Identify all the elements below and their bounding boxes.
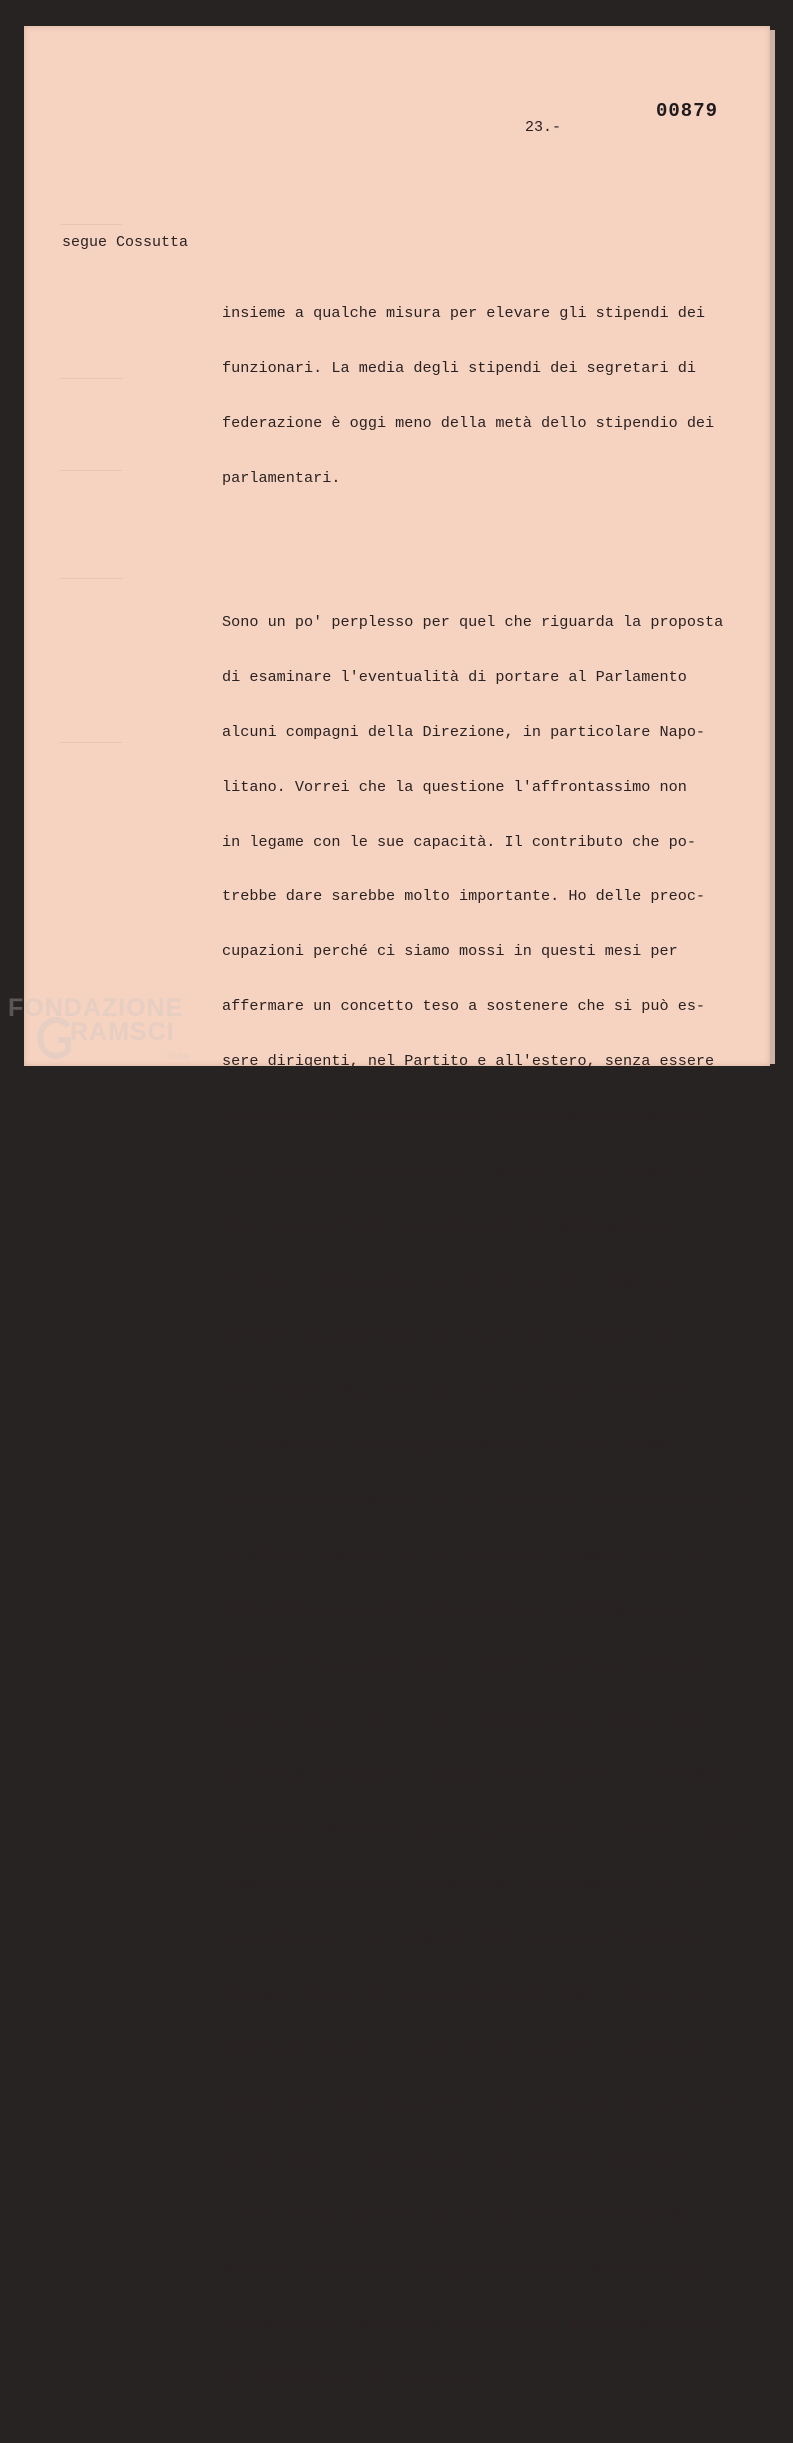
page-number: 23.-	[525, 119, 562, 136]
text-line: alcuni compagni della Direzione, in particolare Napo-	[222, 722, 706, 741]
text-line: o entrano sono i dirigenti più affermati; e forse da questo	[222, 1820, 760, 1839]
text-line: soltanto una questione di lavoro, pur se questa va	[222, 1326, 678, 1345]
bleed-through-mark	[60, 212, 122, 227]
watermark-sub: Onlus	[168, 1052, 189, 1061]
bleed-through-mark	[60, 366, 122, 381]
text-line: lamentari. Prendo un caso per me delicato : è indispen-	[222, 2040, 724, 2059]
text-line: Napolitano era un po' emblematico per affermare quel	[222, 1600, 696, 1619]
text-line: l'età, un dirigente di valore pur non essendo parla-	[222, 2204, 696, 2223]
watermark-line2: RAMSCI	[70, 1018, 175, 1046]
text-line: ceppo se ne dovevano trovare uno o due che non si ri-	[222, 1875, 706, 1894]
text-line: La sua figura è bellissima, e può essere, anche per	[222, 2149, 687, 2168]
watermark-line1: FONDAZIONE	[8, 994, 184, 1022]
bleed-through-mark	[60, 730, 122, 745]
text-line: litano. Vorrei che la questione l'affrontassimo non	[222, 777, 687, 796]
text-line: incompatibilità con il lavoro pratico); vedo i pregi della	[222, 1491, 751, 1510]
archive-number: 00879	[656, 100, 719, 122]
text-line: gni della Direzione. I compagni che vengono riconfermati	[222, 1765, 733, 1784]
page-edge	[770, 30, 775, 1064]
text-line: trebbe dare sarebbe molto importante. Ho delle preoc-	[222, 887, 706, 906]
text-line: sabile ad esempio giungere a una rielezione di Giuliano?	[222, 2094, 733, 2113]
text-line: diverso, magari con la non rielezione di alcuni compa-	[222, 1710, 715, 1729]
text-line: spiegare che si può essere dirigenti senza essere par-	[222, 1985, 715, 2004]
bleed-through-mark	[60, 458, 122, 473]
text-line: vista (certo dal punto di vista politico l'elezione	[222, 1381, 687, 1400]
text-line: parlamentari.	[222, 468, 341, 487]
text-line: di esaminare l'eventualità di portare al Parlamento	[222, 667, 687, 686]
text-line: vare una corrispondenza nelle nostre scelte. Non c'è	[222, 1161, 696, 1180]
text-line: affermare un concetto teso a sostenere che si può es-	[222, 997, 706, 1016]
text-line: parlamentari. Questo concetto rischia poi di non tro-	[222, 1106, 706, 1125]
text-line: dei segretari regionali sarebbe utile, ma c'è una	[222, 1436, 669, 1455]
text-line: soluzione proposta, ma lo svantaggio è che il nome di	[222, 1546, 706, 1565]
text-line: solo una questione di equilibrio tra parlamentari e	[222, 1216, 687, 1235]
paragraph-1	[222, 268, 767, 524]
bleed-through-mark	[60, 566, 122, 581]
fondazione-gramsci-watermark	[8, 994, 198, 1074]
text-line: in legame con le sue capacità. Il contributo che po-	[222, 832, 696, 851]
text-line: no, tra i membri della Direzione, e non è nemmeno	[222, 1271, 669, 1290]
document-body	[222, 231, 767, 2443]
text-line: la difenderei e la sosterrei.	[222, 2369, 487, 2388]
text-line: federazione è oggi meno della metà dello stipendio dei	[222, 413, 715, 432]
text-line: concetto. Si sarebbe allora dovuto seguire un indirizzo	[222, 1655, 724, 1674]
text-line: presentassero. C'è anche il fatto che diventa difficile	[222, 1930, 724, 1949]
paragraph-2	[222, 576, 767, 2424]
text-line: mentare. Ho espresso le mie riserve per questi motivi	[222, 2259, 706, 2278]
text-line: Sono un po' perplesso per quel che riguarda la proposta	[222, 612, 724, 631]
text-line: funzionari. La media degli stipendi dei segretari di	[222, 359, 696, 378]
text-line: più generali, ma se alla decisione si dovesse pervenire	[222, 2314, 724, 2333]
text-line: insieme a qualche misura per elevare gli stipendi dei	[222, 304, 706, 323]
text-line: sere dirigenti, nel Partito e all'estero, senza essere	[222, 1052, 715, 1071]
text-line: cupazioni perché ci siamo mossi in questi mesi per	[222, 942, 678, 961]
speaker-label: segue Cossutta	[62, 234, 189, 251]
